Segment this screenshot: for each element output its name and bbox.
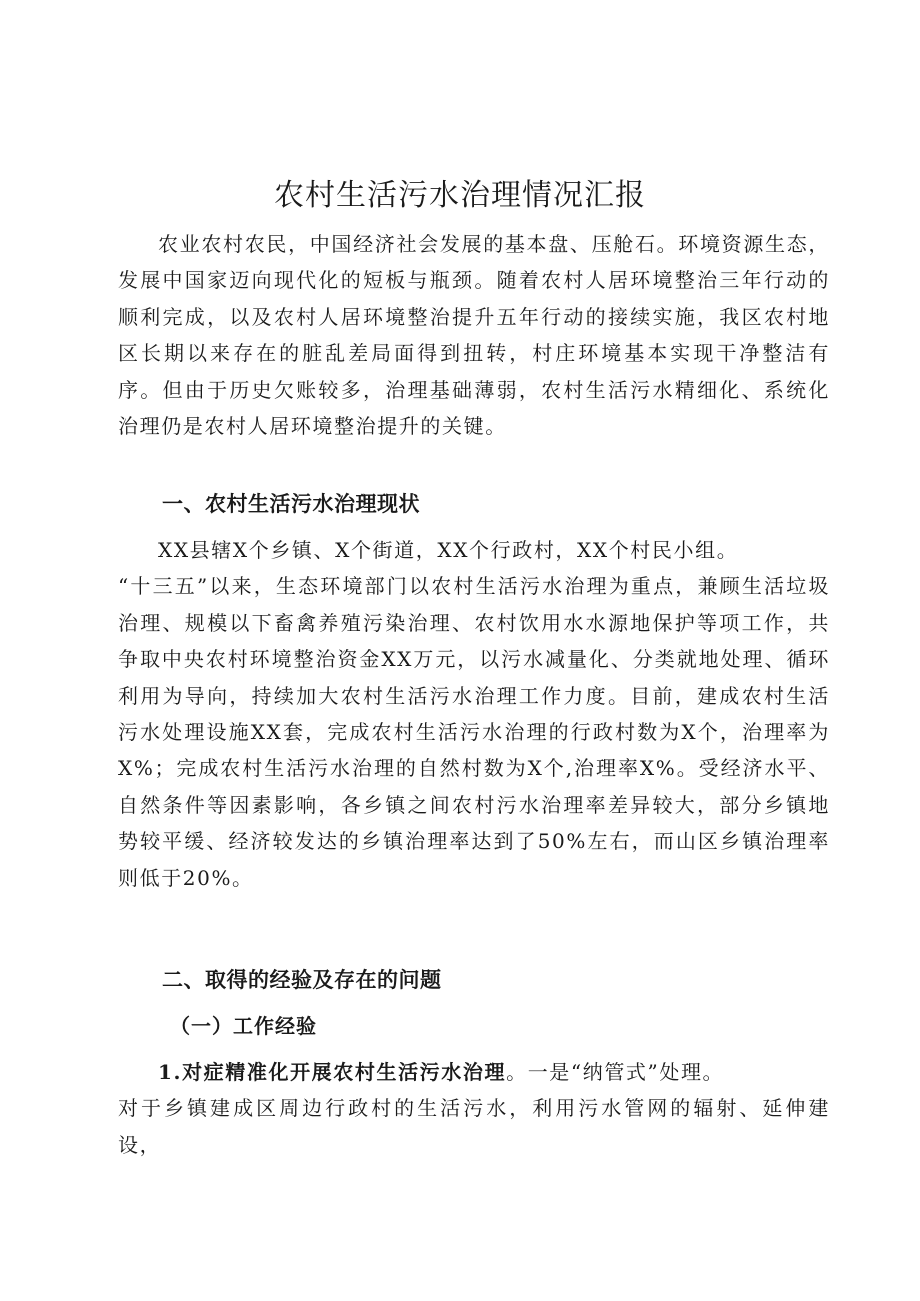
section-1-heading: 一、农村生活污水治理现状 [162, 492, 420, 516]
document-title: 农村生活污水治理情况汇报 [274, 178, 646, 213]
section-1-first-line: XX县辖X个乡镇、X个街道，XX个行政村，XX个村民小组。 [158, 538, 739, 562]
section-1-paragraph: “十三五”以来，生态环境部门以农村生活污水治理为重点，兼顾生活垃圾治理、规模以下畜禽养殖污染治理、农村饮用水水源地保护等项工作，共争取中央农村环境整治资金XX万元，以污水减量化、分类就地处理、循环利用为导向，持续加大农村生活污水治理工作力度。目前，建成农村生活污水处理设施XX套，完成农村生活污水治理的行政村数为X个，治理率为X%；完成农村生活污水治理的自然村数为X个,治理率X%。受经济水平、自然条件等因素影响，各乡镇之间农村污水治理率差异较大，部分乡镇地势较平缓、经济较发达的乡镇治理率达到了50%左右，而山区乡镇治理率则低于20%。 [118, 574, 830, 890]
intro-paragraph: 农业农村农民，中国经济社会发展的基本盘、压舱石。环境资源生态，发展中国家迈向现代化的短板与瓶颈。随着农村人居环境整治三年行动的顺利完成，以及农村人居环境整治提升五年行动的接续实施，我区农村地区长期以来存在的脏乱差局面得到扭转，村庄环境基本实现干净整洁有序。但由于历史欠账较多，治理基础薄弱，农村生活污水精细化、系统化治理仍是农村人居环境整治提升的关键。 [118, 232, 830, 439]
section-1-body [118, 532, 830, 896]
item-1-rest: 。一是“纳管式”处理。 [506, 1060, 725, 1084]
section-2-heading: 二、取得的经验及存在的问题 [162, 968, 442, 992]
item-1-continued: 对于乡镇建成区周边行政村的生活污水，利用污水管网的辐射、延伸建设， [118, 1096, 830, 1157]
section-2-subheading: （一）工作经验 [170, 1014, 317, 1038]
item-1-lead: 1.对症精准化开展农村生活污水治理 [158, 1060, 507, 1084]
item-1-first-line [118, 1054, 830, 1090]
section-2-item-1 [118, 1054, 830, 1163]
